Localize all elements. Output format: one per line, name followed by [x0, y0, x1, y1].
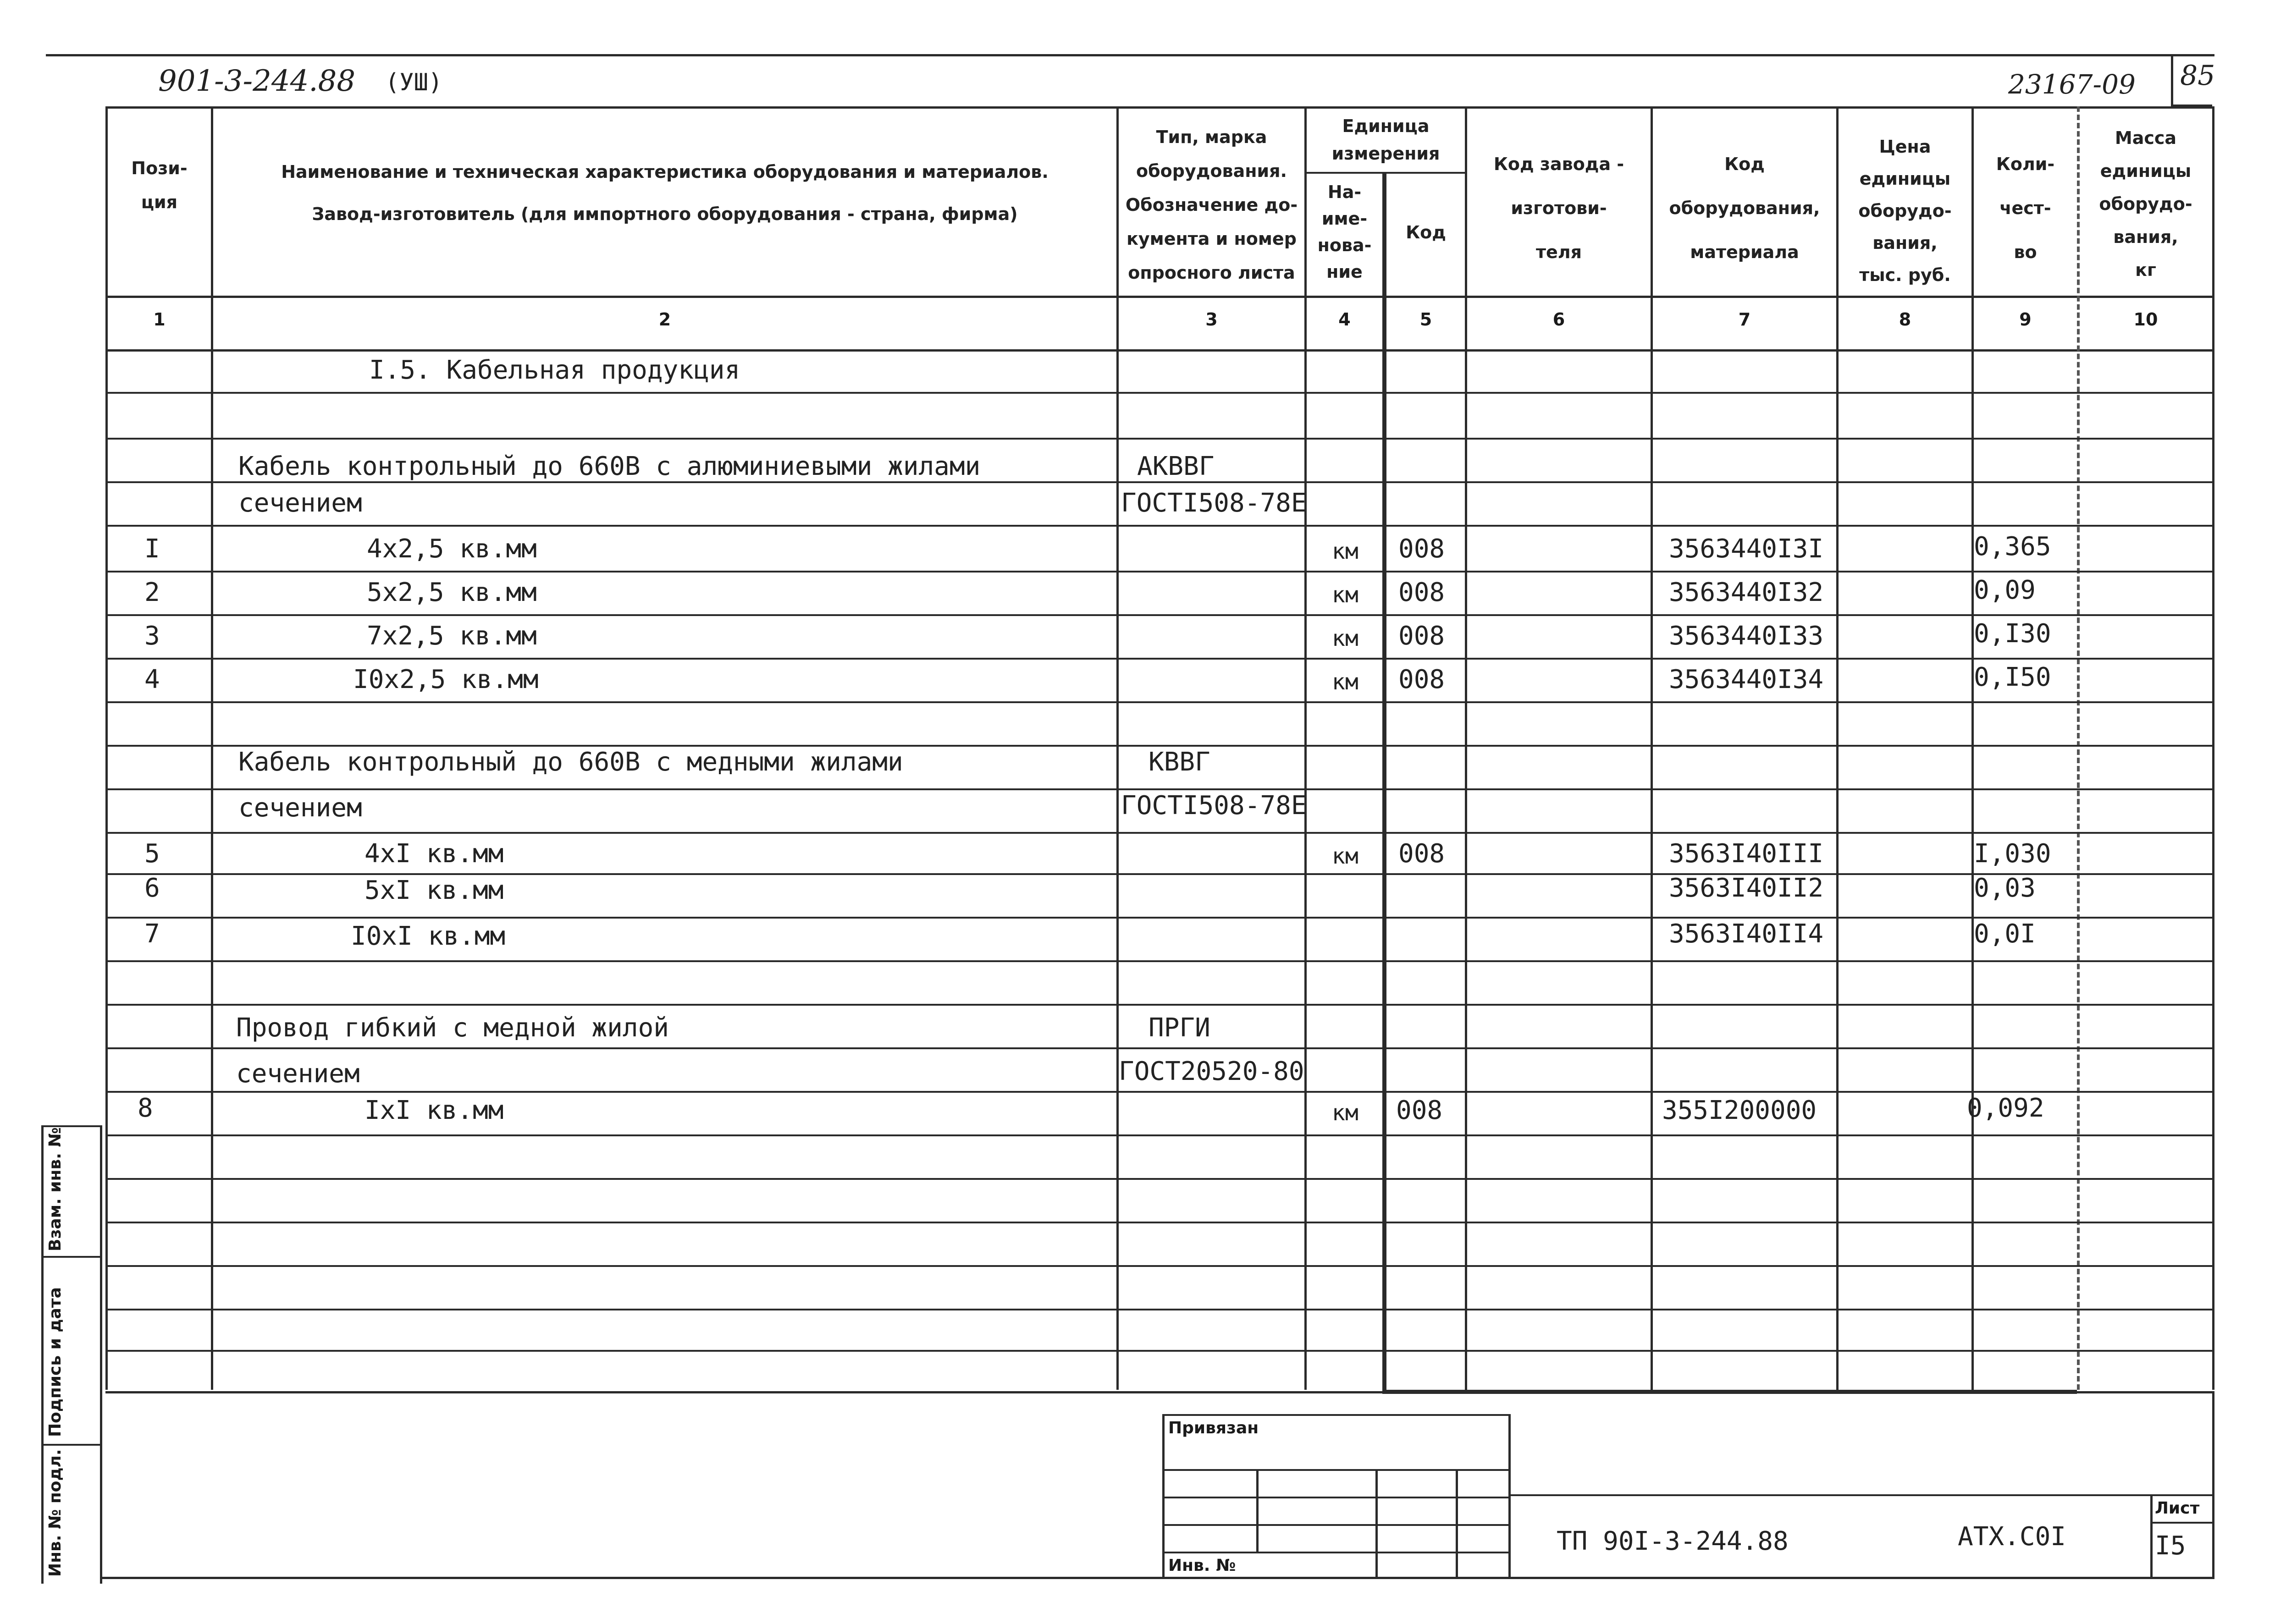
row-line [105, 917, 2212, 919]
col-num-1: 1 [153, 309, 166, 330]
col-header-7: Код оборудования, материала [1669, 154, 1820, 262]
row-text: 4хI кв.мм [364, 839, 504, 869]
col-num-7: 7 [1738, 309, 1751, 330]
page-box-left [2171, 54, 2173, 105]
row-line [105, 1134, 2212, 1136]
row-text: 7х2,5 кв.мм [367, 621, 537, 651]
side-label-inv-podl: Инв. № подл. [46, 1449, 65, 1577]
registration-number: 23167-09 [2008, 69, 2136, 100]
sheet-box-left [2150, 1494, 2153, 1579]
stamp-right-line [2212, 1391, 2214, 1579]
row-line [105, 614, 2212, 616]
row-code: 008 [1396, 1096, 1443, 1125]
row-line [105, 1309, 2212, 1310]
row-line [105, 788, 2212, 790]
sheet-label: Лист [2155, 1499, 2200, 1518]
row-pos: 2 [144, 578, 160, 607]
row-unit: км [1332, 626, 1358, 651]
row-line [105, 438, 2212, 440]
row-material-code: 355I200000 [1662, 1096, 1817, 1125]
unit-group-divider [1304, 172, 1465, 174]
stamp-bottom-line [100, 1577, 2214, 1579]
row-line [105, 1265, 2212, 1267]
col-header-3: Тип, марка оборудования. Обозначение до- кумента и номер опросного листа [1125, 127, 1298, 283]
colnum-bottom-border [105, 349, 2212, 352]
col-num-8: 8 [1899, 309, 1911, 330]
col-line-0 [105, 106, 108, 1390]
bound-label: Привязан [1168, 1419, 1259, 1437]
row-qty: 0,0I [1974, 919, 2036, 949]
header-bottom-border [105, 296, 2212, 298]
row-qty: 0,I50 [1974, 662, 2051, 692]
row-pos: I [144, 534, 160, 564]
col-num-2: 2 [658, 309, 671, 330]
row-material-code: 3563I40III [1669, 839, 1824, 869]
row-text: 5х2,5 кв.мм [367, 578, 537, 607]
row-qty: I,030 [1974, 839, 2051, 869]
sheet-box-divider [2150, 1522, 2214, 1524]
top-rule [46, 54, 2214, 56]
row-text: сечением [238, 793, 362, 823]
col-header-8: Цена единицы оборудо- вания, тыс. руб. [1858, 137, 1952, 285]
bound-box-line [1162, 1497, 1511, 1498]
row-text: сечением [238, 488, 362, 518]
unit-group-header: Единица измерения [1331, 116, 1440, 164]
row-text: Кабель контрольный до 660В с алюминиевыми жилами [238, 451, 981, 481]
bound-box-divider [1375, 1469, 1378, 1577]
bound-box-line [1162, 1469, 1511, 1471]
doc-designation: ТП 90I-3-244.88 [1557, 1526, 1789, 1556]
row-qty: 0,I30 [1974, 619, 2051, 649]
col-line-4 [1382, 172, 1386, 1391]
col-header-6: Код завода - изготови- теля [1493, 154, 1624, 262]
table-top-border [105, 106, 2212, 109]
side-label-vzam: Взам. инв. № [46, 1127, 65, 1251]
row-code: 008 [1398, 839, 1445, 869]
col-header-2: Наименование и техническая характеристика оборудования и материалов. Завод-изготовитель (для импортного оборудования - страна, фирма) [281, 162, 1049, 224]
row-unit: км [1332, 843, 1358, 869]
row-line [105, 960, 2212, 962]
row-text: 5хI кв.мм [364, 875, 504, 905]
row-line [105, 1222, 2212, 1223]
col-num-6: 6 [1552, 309, 1565, 330]
row-line [105, 832, 2212, 834]
bound-box-top [1162, 1414, 1511, 1416]
row-material-code: 3563440I34 [1669, 665, 1824, 694]
row-line [105, 481, 2212, 483]
section-title: I.5. Кабельная продукция [369, 355, 740, 385]
side-label-signature: Подпись и дата [46, 1287, 65, 1437]
row-code: 008 [1398, 665, 1445, 694]
row-qty: 0,365 [1974, 532, 2051, 562]
row-line [105, 1178, 2212, 1180]
row-type: ГОСТI508-78Е [1121, 488, 1307, 518]
page-number-handwritten: 85 [2180, 60, 2215, 92]
col-line-5 [1465, 106, 1467, 1390]
row-line [105, 873, 2212, 875]
row-material-code: 3563I40II2 [1669, 873, 1824, 903]
row-text: IхI кв.мм [364, 1096, 504, 1125]
col-line-10 [2212, 106, 2214, 1390]
col-header-9: Коли- чест- во [1996, 154, 2055, 262]
designation-top-line [1508, 1494, 2212, 1496]
row-text: I0х2,5 кв.мм [353, 665, 539, 694]
col-line-8 [1971, 106, 1974, 1390]
row-line [105, 745, 2212, 747]
row-type: ГОСТI508-78Е [1121, 791, 1307, 820]
row-line [105, 1047, 2212, 1049]
strip-inner-line [100, 1125, 102, 1584]
row-pos: 6 [144, 873, 160, 903]
col-line-1 [211, 106, 213, 1390]
row-line [105, 525, 2212, 527]
row-material-code: 3563440I3I [1669, 534, 1824, 564]
row-line [105, 392, 2212, 394]
bound-box-right [1508, 1414, 1511, 1579]
col-header-10: Масса единицы оборудо- вания, кг [2099, 128, 2192, 280]
row-qty: 0,03 [1974, 873, 2036, 903]
row-type: КВВГ [1149, 747, 1210, 777]
col-header-5: Код [1406, 222, 1446, 242]
row-code: 008 [1398, 621, 1445, 651]
row-code: 008 [1398, 534, 1445, 564]
row-unit: км [1332, 582, 1358, 608]
col-num-5: 5 [1419, 309, 1432, 330]
row-text: сечением [236, 1059, 360, 1089]
row-text: I0хI кв.мм [351, 921, 506, 951]
table-bottom-border [105, 1391, 2212, 1393]
col-num-3: 3 [1205, 309, 1218, 330]
row-line [105, 1350, 2212, 1352]
row-type: ПРГИ [1149, 1013, 1210, 1043]
strip-line [41, 1256, 101, 1258]
row-material-code: 3563I40II4 [1669, 919, 1824, 949]
bound-box-line [1162, 1524, 1511, 1526]
row-material-code: 3563440I32 [1669, 578, 1824, 607]
row-pos: 3 [144, 621, 160, 651]
row-type: ГОСТ20520-80 [1119, 1057, 1304, 1086]
col-num-4: 4 [1338, 309, 1351, 330]
col-num-10: 10 [2133, 309, 2158, 330]
row-qty: 0,092 [1967, 1093, 2044, 1123]
row-unit: км [1332, 1100, 1358, 1126]
row-pos: 7 [144, 919, 160, 949]
row-pos: 4 [144, 665, 160, 694]
col-header-1: Пози- ция [131, 158, 188, 212]
col-line-3 [1304, 106, 1307, 1390]
inv-label: Инв. № [1168, 1556, 1236, 1575]
row-material-code: 3563440I33 [1669, 621, 1824, 651]
section-code: АТХ.С0I [1958, 1522, 2066, 1552]
col-num-9: 9 [2019, 309, 2032, 330]
strip-outer-line [41, 1125, 44, 1584]
row-pos: 8 [138, 1093, 153, 1123]
row-unit: км [1332, 669, 1358, 695]
sheet-number: I5 [2155, 1531, 2186, 1561]
doc-variant: (УШ) [385, 69, 443, 96]
row-line [105, 658, 2212, 660]
strip-line [41, 1444, 101, 1446]
col-line-7 [1836, 106, 1839, 1390]
doc-code-handwritten: 901-3-244.88 [158, 64, 356, 98]
col-header-4: На- име- нова- ние [1317, 182, 1372, 282]
row-qty: 0,09 [1974, 575, 2036, 605]
row-unit: км [1332, 539, 1358, 564]
col-line-9 [2077, 106, 2080, 1390]
row-line [105, 701, 2212, 703]
row-text: 4х2,5 кв.мм [367, 534, 537, 564]
row-pos: 5 [144, 839, 160, 869]
row-line [105, 1004, 2212, 1006]
bound-box-divider [1256, 1469, 1259, 1552]
bound-box-divider [1456, 1469, 1458, 1577]
row-type: АКВВГ [1137, 451, 1215, 481]
row-line [105, 571, 2212, 573]
row-line [105, 1091, 2212, 1093]
bound-box-line [1162, 1552, 1511, 1553]
bound-box-left [1162, 1414, 1165, 1579]
row-text: Провод гибкий с медной жилой [236, 1013, 669, 1043]
col-line-2 [1116, 106, 1119, 1390]
col-line-6 [1651, 106, 1653, 1390]
row-text: Кабель контрольный до 660В с медными жилами [238, 747, 903, 777]
row-code: 008 [1398, 578, 1445, 607]
